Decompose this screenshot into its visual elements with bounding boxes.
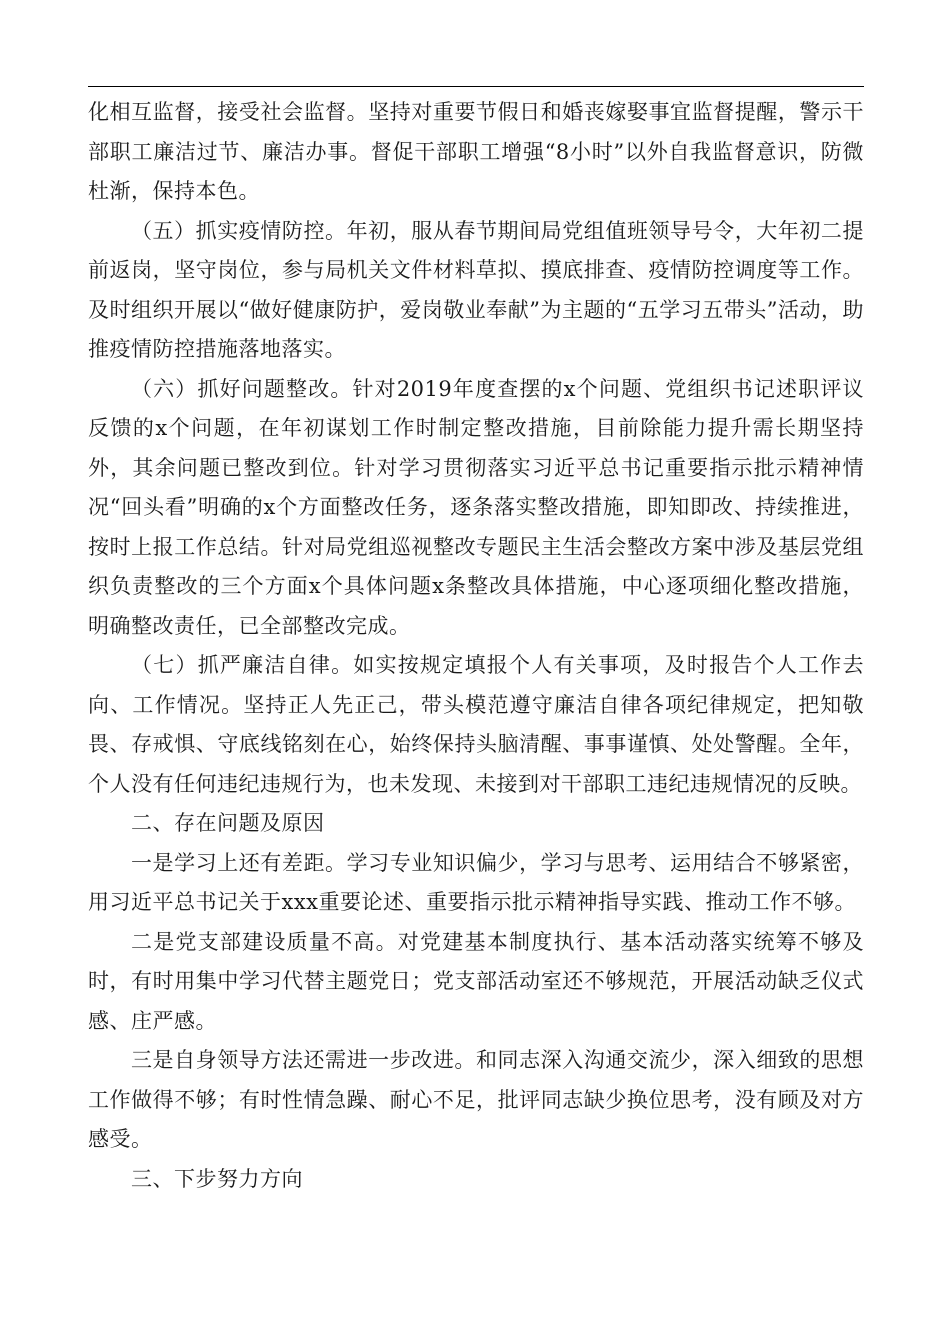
paragraph-supervision-continued: 化相互监督，接受社会监督。坚持对重要节假日和婚丧嫁娶事宜监督提醒，警示干部职工廉洁过节、廉洁办事。督促干部职工增强“8小时”以外自我监督意识，防微杜渐，保持本色。	[88, 100, 864, 203]
section-heading-problems-causes: 二、存在问题及原因	[131, 811, 325, 835]
document-body	[88, 93, 864, 1199]
paragraph-problem-leadership-method: 三是自身领导方法还需进一步改进。和同志深入沟通交流少，深入细致的思想工作做得不够；有时性情急躁、耐心不足，批评同志缺少换位思考，没有顾及对方感受。	[88, 1048, 864, 1151]
paragraph-integrity-self-discipline: （七）抓严廉洁自律。如实按规定填报个人有关事项，及时报告个人工作去向、工作情况。坚持正人先正己，带头模范遵守廉洁自律各项纪律规定，把知敬畏、存戒惧、守底线铭刻在心，始终保持头脑清醒、事事谨慎、处处警醒。全年，个人没有任何违纪违规行为，也未发现、未接到对干部职工违纪违规情况的反映。	[88, 653, 864, 796]
paragraph-epidemic-prevention: （五）抓实疫情防控。年初，服从春节期间局党组值班领导号令，大年初二提前返岗，坚守岗位，参与局机关文件材料草拟、摸底排查、疫情防控调度等工作。及时组织开展以“做好健康防护，爱岗敬业奉献”为主题的“五学习五带头”活动，助推疫情防控措施落地落实。	[88, 218, 864, 361]
paragraph-problem-study-gap: 一是学习上还有差距。学习专业知识偏少，学习与思考、运用结合不够紧密，用习近平总书记关于xxx重要论述、重要指示批示精神指导实践、推动工作不够。	[88, 850, 864, 914]
paragraph-problem-branch-quality: 二是党支部建设质量不高。对党建基本制度执行、基本活动落实统筹不够及时，有时用集中学习代替主题党日；党支部活动室还不够规范，开展活动缺乏仪式感、庄严感。	[88, 929, 864, 1033]
section-heading-next-steps: 三、下步努力方向	[131, 1166, 303, 1191]
paragraph-problem-rectification: （六）抓好问题整改。针对2019年度查摆的x个问题、党组织书记述职评议反馈的x个问题，在年初谋划工作时制定整改措施，目前除能力提升需长期坚持外，其余问题已整改到位。针对学习贯彻落实习近平总书记重要指示批示精神情况“回头看”明确的x个方面整改任务，逐条落实整改措施，即知即改、持续推进，按时上报工作总结。针对局党组巡视整改专题民主生活会整改方案中涉及基层党组织负责整改的三个方面x个具体问题x条整改具体措施，中心逐项细化整改措施，明确整改责任，已全部整改完成。	[88, 376, 864, 638]
header-rule	[88, 86, 864, 87]
